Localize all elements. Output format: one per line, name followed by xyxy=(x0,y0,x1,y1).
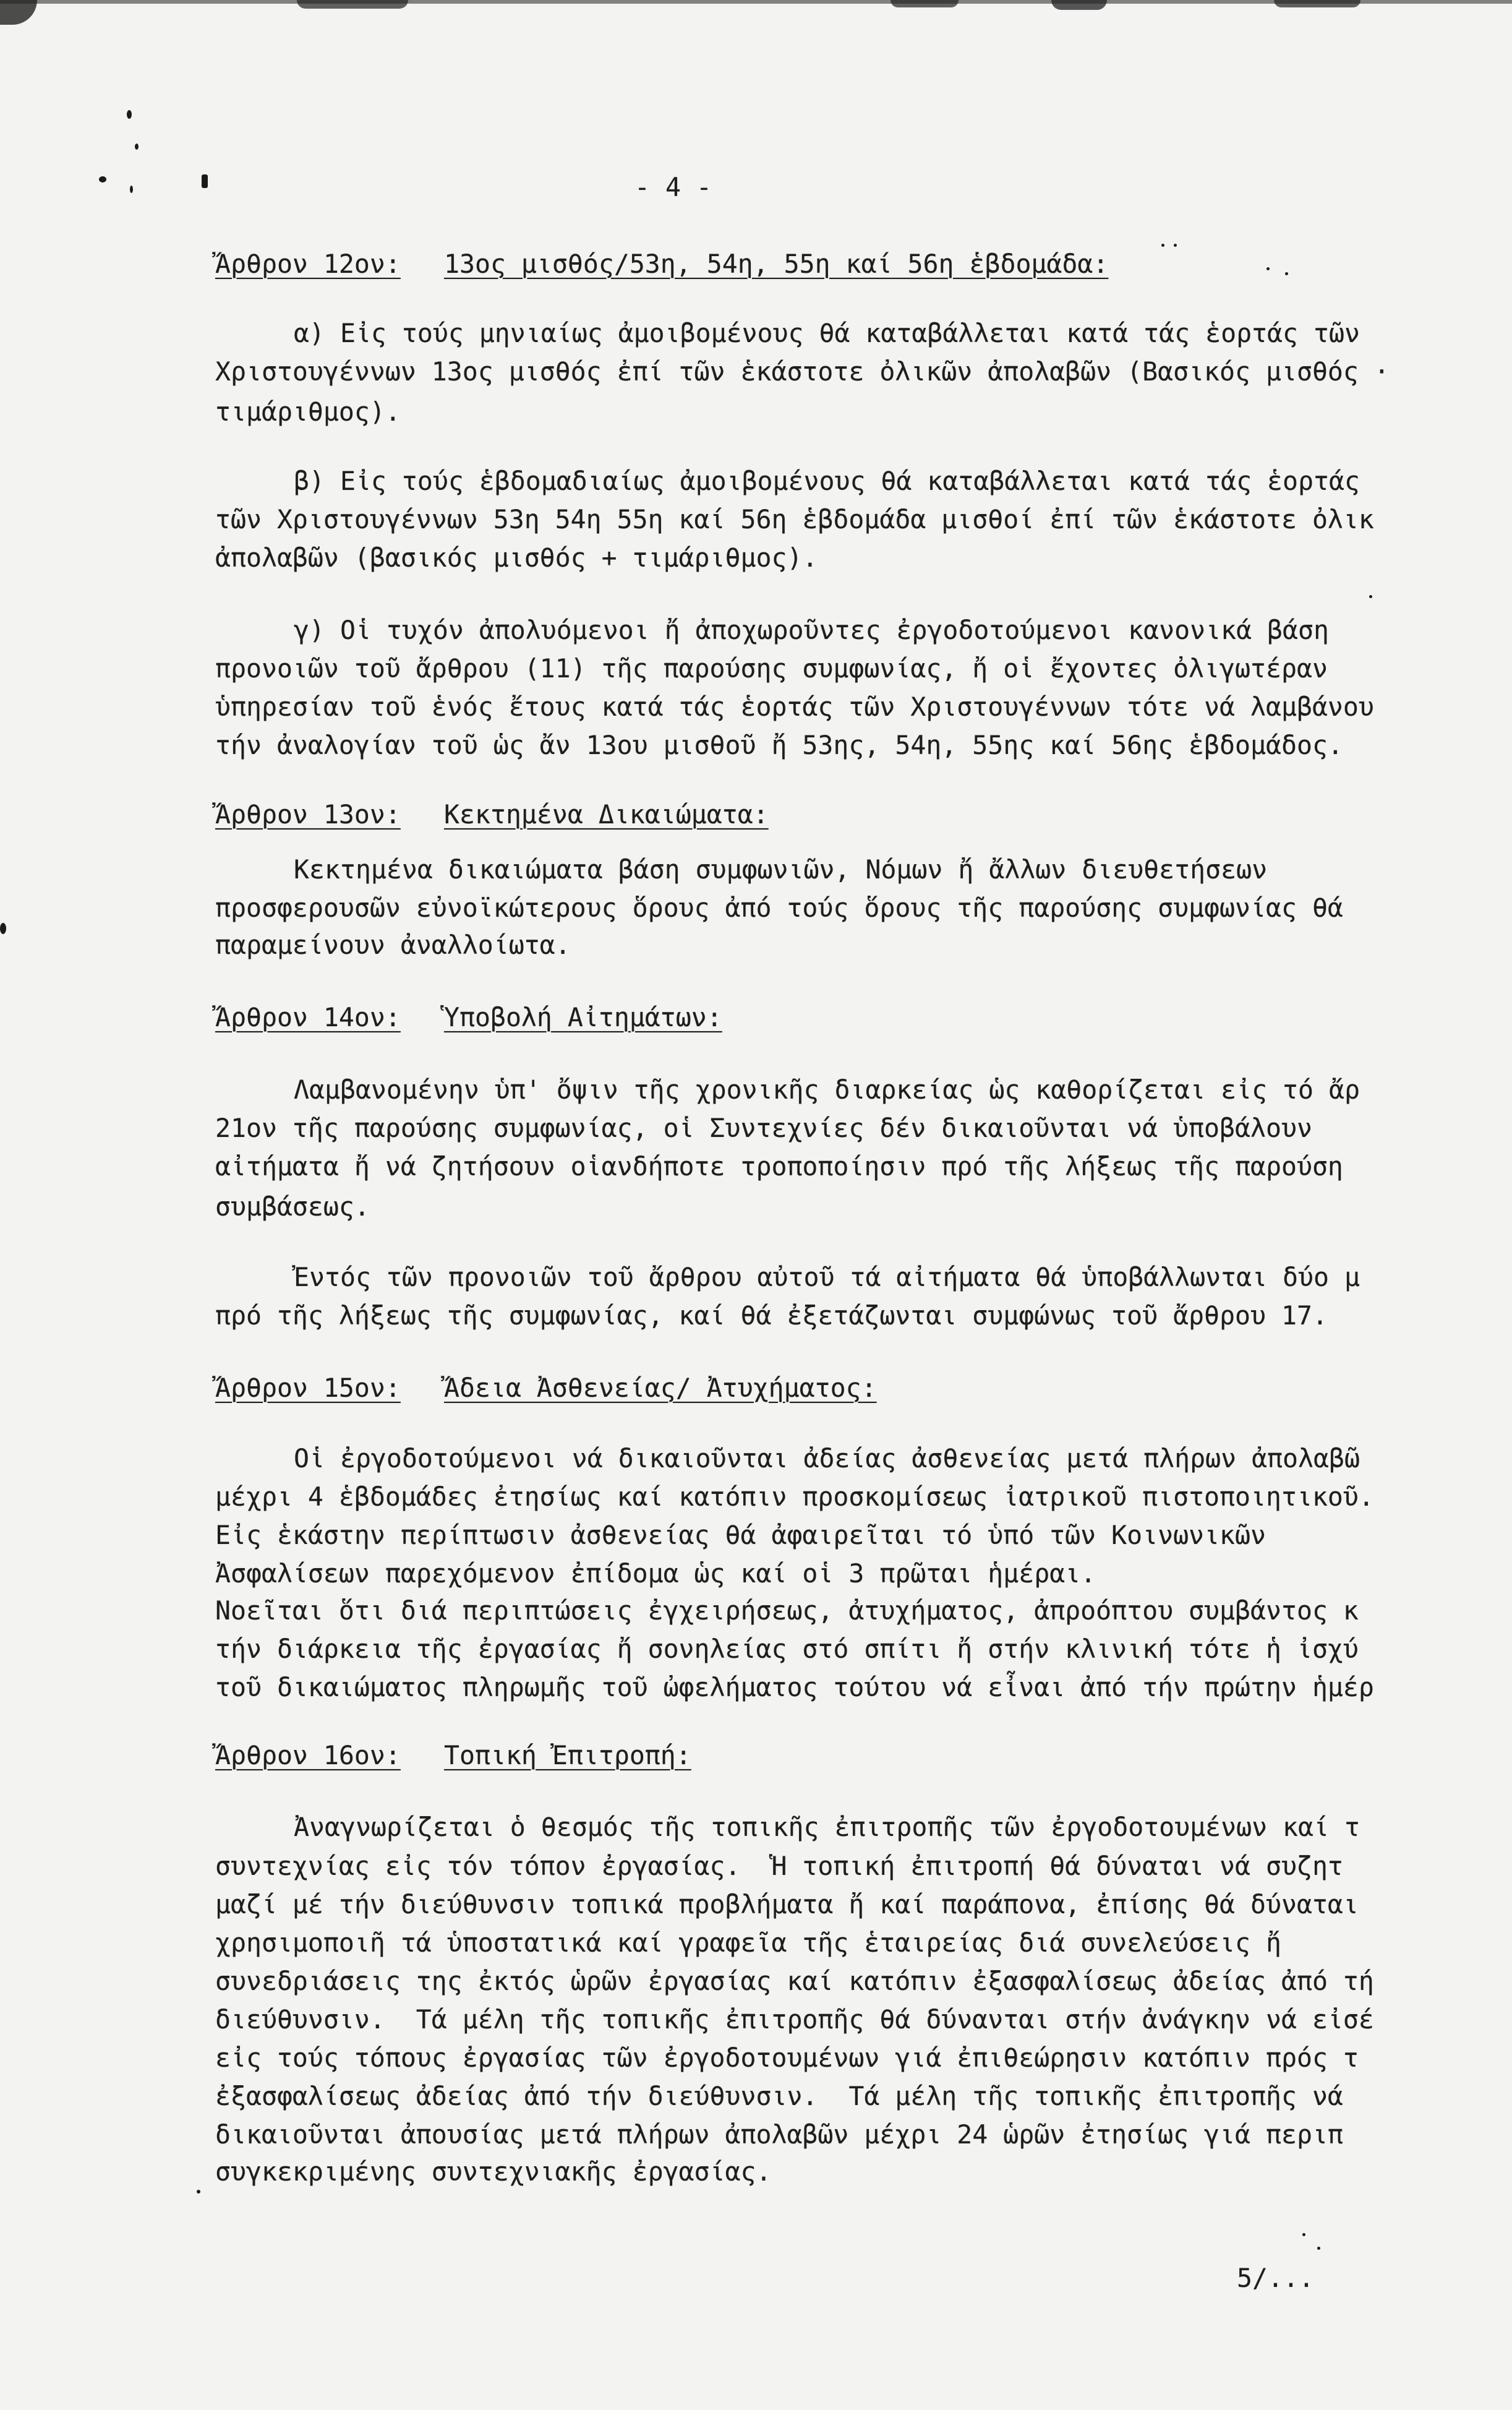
article-title: Τοπική Ἐπιτροπή: xyxy=(444,1740,691,1770)
text-line: τῶν Χριστουγέννων 53η 54η 55η καί 56η ἑβδομάδα μισθοί ἐπί τῶν ἑκάστοτε ὀλικ xyxy=(215,504,1374,534)
page-number: - 4 - xyxy=(634,172,712,202)
article-label: Ἄρθρον 16ον: xyxy=(215,1740,401,1770)
text-line: τήν ἀναλογίαν τοῦ ὡς ἄν 13ου μισθοῦ ἤ 53ης, 54η, 55ης καί 56ης ἑβδομάδος. xyxy=(215,730,1343,760)
article-label: Ἄρθρον 13ον: xyxy=(215,799,401,830)
text-line: Ἀσφαλίσεων παρεχόμενον ἐπίδομα ὡς καί οἱ 3 πρῶται ἡμέραι. xyxy=(215,1558,1096,1589)
text-line: χρησιμοποιῆ τά ὑποστατικά καί γραφεῖα τῆς ἑταιρείας διά συνελεύσεις ἤ xyxy=(215,1928,1281,1958)
scan-speck xyxy=(202,174,208,188)
article-title: 13ος μισθός/53η, 54η, 55η καί 56η ἑβδομάδα: xyxy=(444,249,1109,279)
text-line: αἰτήματα ἤ νά ζητήσουν οἱανδήποτε τροποποίησιν πρό τῆς λήξεως τῆς παρούση xyxy=(215,1151,1343,1181)
text-line: τήν διάρκεια τῆς ἐργασίας ἤ σονηλείας στό σπίτι ἤ στήν κλινική τότε ἡ ἰσχύ xyxy=(215,1634,1359,1664)
text-line: μέχρι 4 ἑβδομάδες ἐτησίως καί κατόπιν προσκομίσεως ἰατρικοῦ πιστοποιητικοῦ. xyxy=(215,1482,1374,1512)
text-line: προσφερουσῶν εὐνοϊκώτερους ὅρους ἀπό τούς ὅρους τῆς παρούσης συμφωνίας θά xyxy=(215,893,1343,923)
scan-speck xyxy=(99,176,106,182)
text-line: δικαιοῦνται ἀπουσίας μετά πλήρων ἀπολαβῶν μέχρι 24 ὡρῶν ἐτησίως γιά περιπ xyxy=(215,2119,1343,2150)
text-line: γ) Οἱ τυχόν ἀπολυόμενοι ἤ ἀποχωροῦντες ἐργοδοτούμενοι κανονικά βάση xyxy=(294,615,1330,645)
article-title: Ὑποβολή Αἰτημάτων: xyxy=(444,1002,722,1032)
scan-edge-blotch xyxy=(1274,0,1360,7)
text-line: Ἐντός τῶν προνοιῶν τοῦ ἄρθρου αὐτοῦ τά αἰτήματα θά ὑποβάλλωνται δύο μ xyxy=(294,1262,1360,1292)
scan-speck xyxy=(0,923,6,934)
scan-edge-blotch xyxy=(0,0,37,25)
scan-speck xyxy=(1285,272,1288,275)
scan-edge-blotch xyxy=(1051,0,1107,10)
text-line: ἀπολαβῶν (βασικός μισθός + τιμάριθμος). xyxy=(215,542,818,573)
text-line: πρό τῆς λήξεως τῆς συμφωνίας, καί θά ἐξετάζωνται συμφώνως τοῦ ἄρθρου 17. xyxy=(215,1300,1328,1331)
text-line: συντεχνίας εἰς τόν τόπον ἐργασίας. Ἡ τοπική ἐπιτροπή θά δύναται νά συζητ xyxy=(215,1851,1343,1881)
text-line: συνεδριάσεις της ἐκτός ὡρῶν ἐργασίας καί κατόπιν ἐξασφαλίσεως ἀδείας ἀπό τή xyxy=(215,1966,1374,1996)
text-line: Λαμβανομένην ὑπ' ὄψιν τῆς χρονικῆς διαρκείας ὡς καθορίζεται εἰς τό ἄρ xyxy=(294,1074,1360,1105)
text-line: ὑπηρεσίαν τοῦ ἑνός ἔτους κατά τάς ἑορτάς τῶν Χριστουγέννων τότε νά λαμβάνου xyxy=(215,692,1374,722)
text-line: μαζί μέ τήν διεύθυνσιν τοπικά προβλήματα ἤ καί παράπονα, ἐπίσης θά δύναται xyxy=(215,1889,1359,1919)
scan-speck xyxy=(1317,2247,1320,2250)
page-continuation: 5/... xyxy=(1237,2263,1314,2293)
text-line: 21ον τῆς παρούσης συμφωνίας, οἱ Συντεχνίες δέν δικαιοῦνται νά ὑποβάλουν xyxy=(215,1113,1312,1143)
text-line: ἐξασφαλίσεως ἀδείας ἀπό τήν διεύθυνσιν. Τά μέλη τῆς τοπικῆς ἐπιτροπῆς νά xyxy=(215,2081,1343,2111)
scan-speck xyxy=(1266,267,1270,270)
text-line: διεύθυνσιν. Τά μέλη τῆς τοπικῆς ἐπιτροπῆς θά δύνανται στήν ἀνάγκην νά εἰσέ xyxy=(215,2004,1374,2035)
article-label: Ἄρθρον 12ον: xyxy=(215,249,401,279)
article-title: Ἄδεια Ἀσθενείας/ Ἀτυχήματος: xyxy=(444,1373,877,1403)
scan-speck xyxy=(197,2190,200,2193)
text-line: Εἰς ἑκάστην περίπτωσιν ἀσθενείας θά ἀφαιρεῖται τό ὑπό τῶν Κοινωνικῶν xyxy=(215,1520,1266,1550)
text-line: α) Εἰς τούς μηνιαίως ἀμοιβομένους θά καταβάλλεται κατά τάς ἑορτάς τῶν xyxy=(294,318,1360,348)
scan-speck xyxy=(130,186,133,193)
text-line: Ἀναγνωρίζεται ὁ θεσμός τῆς τοπικῆς ἐπιτροπῆς τῶν ἐργοδοτουμένων καί τ xyxy=(294,1812,1360,1842)
text-line: Χριστουγέννων 13ος μισθός ἐπί τῶν ἑκάστοτε ὀλικῶν ἀπολαβῶν (Βασικός μισθός · xyxy=(215,356,1390,387)
scan-speck xyxy=(127,110,132,119)
scan-edge-blotch xyxy=(297,0,408,9)
text-line: Κεκτημένα δικαιώματα βάση συμφωνιῶν, Νόμων ἤ ἄλλων διευθετήσεων xyxy=(294,854,1268,885)
article-label: Ἄρθρον 15ον: xyxy=(215,1373,401,1403)
scan-speck xyxy=(1369,595,1372,598)
scan-speck xyxy=(1174,244,1177,247)
article-title: Κεκτημένα Δικαιώματα: xyxy=(444,799,769,830)
text-line: συγκεκριμένης συντεχνιακῆς ἐργασίας. xyxy=(215,2156,772,2187)
scan-speck xyxy=(1302,2233,1305,2236)
text-line: εἰς τούς τόπους ἐργασίας τῶν ἐργοδοτουμένων γιά ἐπιθεώρησιν κατόπιν πρός τ xyxy=(215,2043,1359,2073)
article-label: Ἄρθρον 14ον: xyxy=(215,1002,401,1032)
text-line: τιμάριθμος). xyxy=(215,397,401,427)
scan-speck xyxy=(1161,244,1164,247)
text-line: Οἱ ἐργοδοτούμενοι νά δικαιοῦνται ἀδείας ἀσθενείας μετά πλήρων ἀπολαβῶ xyxy=(294,1443,1360,1473)
text-line: Νοεῖται ὅτι διά περιπτώσεις ἐγχειρήσεως, ἀτυχήματος, ἀπροόπτου συμβάντος κ xyxy=(215,1595,1359,1626)
scan-speck xyxy=(135,144,139,150)
text-line: β) Εἰς τούς ἑβδομαδιαίως ἀμοιβομένους θά καταβάλλεται κατά τάς ἑορτάς xyxy=(294,466,1360,496)
text-line: συμβάσεως. xyxy=(215,1191,370,1222)
text-line: παραμείνουν ἀναλλοίωτα. xyxy=(215,930,571,960)
text-line: τοῦ δικαιώματος πληρωμῆς τοῦ ὠφελήματος τούτου νά εἶναι ἀπό τήν πρώτην ἡμέρ xyxy=(215,1672,1374,1702)
text-line: προνοιῶν τοῦ ἄρθρου (11) τῆς παρούσης συμφωνίας, ἤ οἱ ἔχοντες ὀλιγωτέραν xyxy=(215,653,1328,684)
scan-edge-blotch xyxy=(891,0,959,7)
